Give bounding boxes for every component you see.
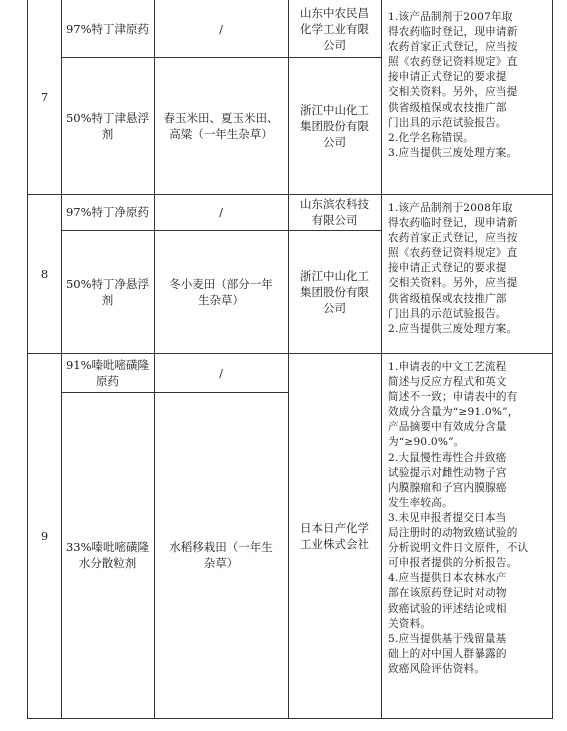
comment-line: 内膜腺瘤和子宫内膜腺癌 (388, 481, 507, 494)
comment-line: 简述不一致；申请表中的有 (388, 391, 518, 404)
row-number: 8 (40, 266, 49, 281)
product-name: 97%特丁津原药 (65, 21, 150, 36)
comment-line: 简述与反应方程式和英文 (388, 376, 507, 389)
comment-line: 照《农药登记资料规定》直 (388, 247, 518, 260)
comment-line: 部在该原药登记时对动物 (388, 587, 507, 600)
row-number: 9 (40, 528, 49, 543)
comment-line: 交相关资料。另外，应当提 (388, 86, 518, 99)
review-comments (381, 10, 552, 161)
comment-line: 发生率较高。 (388, 496, 453, 509)
row-number: 7 (40, 90, 49, 104)
product-name: 97%特丁净原药 (65, 205, 150, 219)
comment-line: 2.大鼠慢性毒性合并致癌 (388, 451, 507, 464)
comment-line: 1.申请表的中文工艺流程 (388, 361, 507, 373)
crop-target: 冬小麦田（部分一年 生杂草） (169, 276, 273, 307)
comment-line: 产品摘要中有效成分含量 (388, 421, 507, 434)
comment-line: 3.未见申报者提交日本当 (388, 511, 507, 524)
crop-target: / (219, 21, 223, 36)
comment-line: 接申请正式登记的要求提 (388, 71, 507, 84)
comment-line: 农药首家正式登记，应当按 (388, 232, 518, 245)
comment-line: 2.化学名称错误。 (388, 131, 475, 144)
comment-line: 为“≥90.0%”。 (388, 436, 465, 449)
comment-line: 关资料。 (388, 617, 432, 630)
crop-target: / (219, 205, 223, 219)
comment-line: 供省级植保或农技推广部 (388, 101, 507, 114)
comment-line: 4.应当提供日本农林水产 (388, 572, 507, 585)
comment-line: 分析说明文件日文原件，不认 (388, 542, 529, 555)
comment-line: 1.该产品制剂于2007年取 (388, 11, 513, 23)
comment-line: 得农药临时登记，现申请新 (388, 217, 518, 230)
applicant-company: 山东中农民昌 化学工业有限 公司 (300, 5, 369, 52)
comment-line: 得农药临时登记，现申请新 (388, 26, 518, 39)
crop-target: 春玉米田、夏玉米田、 高粱（一年生杂草） (163, 110, 279, 141)
applicant-company: 浙江中山化工 集团股份有限 公司 (300, 102, 369, 149)
review-comments (381, 201, 552, 337)
registration-table (27, 0, 553, 719)
comment-line: 5.应当提供基于残留量基 (388, 632, 507, 645)
crop-target: / (219, 365, 223, 380)
comment-line: 1.该产品制剂于2008年取 (388, 202, 513, 214)
product-name: 50%特丁津悬浮 剂 (65, 110, 150, 141)
comment-line: 门出具的示范试验报告。 (388, 307, 507, 320)
applicant-company: 日本日产化学 工业株式会社 (300, 520, 369, 551)
comment-line: 门出具的示范试验报告。 (388, 116, 507, 129)
product-name: 33%嗪吡嘧磺隆 水分散粒剂 (65, 540, 150, 570)
comment-line: 照《农药登记资料规定》直 (388, 56, 518, 69)
comment-line: 供省级植保或农技推广部 (388, 292, 507, 305)
comment-line: 效成分含量为“≥91.0%”， (388, 406, 519, 419)
review-comments (381, 360, 552, 677)
comment-line: 可申报者提供的分析报告。 (388, 557, 518, 570)
comment-line: 础上的对中国人群暴露的 (388, 647, 507, 660)
comment-line: 交相关资料。另外，应当提 (388, 277, 518, 290)
product-name: 91%嗪吡嘧磺隆 原药 (65, 357, 150, 388)
comment-line: 农药首家正式登记，应当按 (388, 41, 518, 54)
comment-line: 3.应当提供三废处理方案。 (388, 146, 518, 159)
comment-line: 局注册时的动物致癌试验的 (388, 527, 518, 540)
comment-line: 致癌风险评估资料。 (388, 662, 486, 675)
comment-line: 致癌试验的评述结论或相 (388, 602, 507, 615)
product-name: 50%特丁净悬浮 剂 (65, 276, 150, 307)
comment-line: 接申请正式登记的要求提 (388, 262, 507, 275)
comment-line: 试验提示对雌性动物子宫 (388, 466, 507, 479)
crop-target: 水稻移栽田（一年生 杂草） (169, 540, 273, 570)
applicant-company: 浙江中山化工 集团股份有限 公司 (300, 268, 369, 315)
comment-line: 2.应当提供三废处理方案。 (388, 322, 518, 335)
applicant-company: 山东滨农科技 有限公司 (300, 197, 369, 227)
